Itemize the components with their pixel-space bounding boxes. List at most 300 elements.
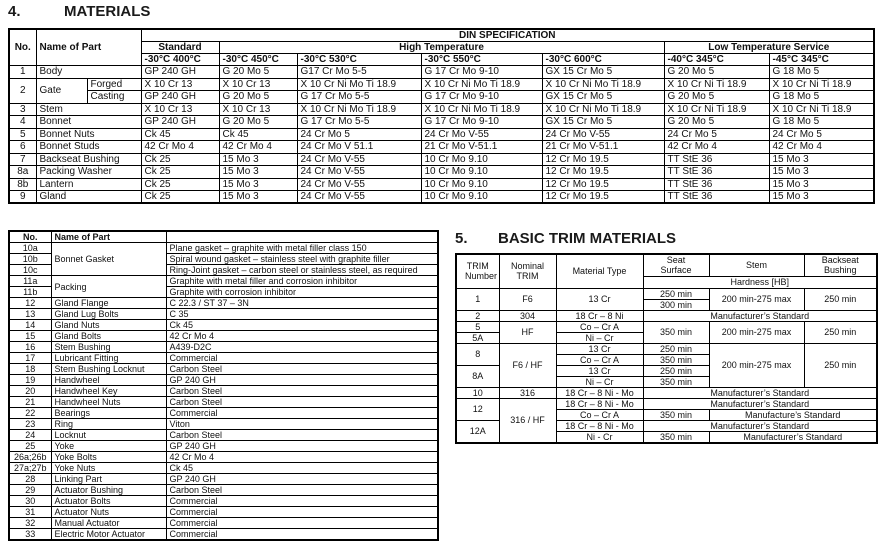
table-row [9, 320, 438, 331]
table-row [9, 507, 438, 518]
part-name-cell: Locknut [51, 430, 166, 441]
table-row [9, 103, 874, 116]
part-name-cell: Handwheel Nuts [51, 397, 166, 408]
table-row [9, 309, 438, 320]
table-row [9, 463, 438, 474]
part-no-cell: 16 [9, 342, 51, 353]
parts-table [8, 230, 439, 541]
material-cell: TT StE 36 [664, 166, 769, 179]
material-cell: 24 Cr Mo V-55 [421, 128, 542, 141]
material-cell: X 10 Cr Ni Mo Ti 18.9 [542, 103, 664, 116]
backseat-hardness-cell: 250 min [804, 343, 877, 387]
table-row [9, 128, 874, 141]
material-cell: 24 Cr Mo 5 [664, 128, 769, 141]
material-cell: G 17 Cr Mo 5-5 [297, 91, 421, 104]
part-no-cell: 17 [9, 353, 51, 364]
part-name-cell: Bonnet Studs [36, 141, 141, 154]
table-row [9, 153, 874, 166]
material-cell: X 10 Cr Ni Mo Ti 18.9 [421, 78, 542, 91]
temp-range-header: -30°C 550°C [421, 54, 542, 66]
material-cell: G 20 Mo 5 [664, 116, 769, 129]
table-row [9, 452, 438, 463]
part-material-cell: 42 Cr Mo 4 [166, 331, 438, 342]
material-cell: 15 Mo 3 [769, 153, 874, 166]
material-cell: X 10 Cr 13 [219, 103, 297, 116]
nominal-trim-cell: 316 / HF [499, 398, 556, 443]
table-row [9, 474, 438, 485]
trim-number-cell: 5A [456, 332, 499, 343]
part-material-cell: 42 Cr Mo 4 [166, 452, 438, 463]
temp-range-header: -30°C 600°C [542, 54, 664, 66]
table-row [9, 66, 874, 79]
table-row [456, 343, 877, 354]
material-cell: 12 Cr Mo 19.5 [542, 178, 664, 191]
part-no-cell: 24 [9, 430, 51, 441]
part-material-cell: Carbon Steel [166, 430, 438, 441]
part-material-cell: GP 240 GH [166, 375, 438, 386]
part-name-cell: Lantern [36, 178, 141, 191]
table-row [456, 321, 877, 332]
trim-number-header: TRIM Number [456, 254, 499, 288]
part-name-cell: Yoke [51, 441, 166, 452]
table-row [9, 178, 874, 191]
material-cell: 42 Cr Mo 4 [769, 141, 874, 154]
part-material-cell: Carbon Steel [166, 386, 438, 397]
part-name-cell: Gland Flange [51, 298, 166, 309]
part-no-cell: 12 [9, 298, 51, 309]
material-cell: X 10 Cr 13 [219, 78, 297, 91]
material-cell: TT StE 36 [664, 178, 769, 191]
name-of-part-column-header: Name of Part [51, 231, 166, 243]
table-row [9, 529, 438, 541]
material-cell: 24 Cr Mo 5 [297, 128, 421, 141]
trim-number-cell: 10 [456, 387, 499, 398]
table-row [9, 191, 874, 204]
table-row [456, 288, 877, 299]
part-no-cell: 9 [9, 191, 36, 204]
part-name-cell: Actuator Bushing [51, 485, 166, 496]
material-cell: GX 15 Cr Mo 5 [542, 91, 664, 104]
seat-hardness-cell: 350 min [643, 321, 709, 343]
part-no-cell: 4 [9, 116, 36, 129]
trim-number-cell: 8 [456, 343, 499, 365]
part-no-cell: 28 [9, 474, 51, 485]
material-cell: X 10 Cr Ni Mo Ti 18.9 [421, 103, 542, 116]
part-material-cell: Ring-Joint gasket – carbon steel or stainless steel, as required [166, 265, 438, 276]
material-type-cell: 18 Cr – 8 Ni - Mo [556, 387, 643, 398]
material-cell: 15 Mo 3 [769, 166, 874, 179]
nominal-trim-header: Nominal TRIM [499, 254, 556, 288]
material-cell: G 17 Cr Mo 9-10 [421, 91, 542, 104]
material-cell: 21 Cr Mo V-51.1 [421, 141, 542, 154]
part-name-cell: Gland Bolts [51, 331, 166, 342]
material-cell: Ck 45 [141, 128, 219, 141]
manufacturers-standard-cell: Manufacturer’s Standard [709, 431, 877, 443]
material-cell: 15 Mo 3 [219, 153, 297, 166]
temp-range-header: -30°C 530°C [297, 54, 421, 66]
material-cell: 42 Cr Mo 4 [219, 141, 297, 154]
nominal-trim-cell: F6 [499, 288, 556, 310]
section5-number: 5. [455, 230, 468, 247]
table-row [456, 398, 877, 409]
material-cell: 15 Mo 3 [219, 191, 297, 204]
material-cell: 21 Cr Mo V-51.1 [542, 141, 664, 154]
part-material-cell: Ck 45 [166, 320, 438, 331]
material-cell: 10 Cr Mo 9.10 [421, 166, 542, 179]
seat-hardness-cell: 250 min [643, 343, 709, 354]
part-no-cell: 18 [9, 364, 51, 375]
stem-header: Stem [709, 254, 804, 276]
material-cell: GP 240 GH [141, 66, 219, 79]
part-name-cell: Backseat Bushing [36, 153, 141, 166]
part-name-cell: Body [36, 66, 141, 79]
table-row [9, 375, 438, 386]
material-cell: G 20 Mo 5 [219, 116, 297, 129]
trim-number-cell: 1 [456, 288, 499, 310]
part-material-cell: Spiral wound gasket – stainless steel with graphite filler [166, 254, 438, 265]
material-cell: 15 Mo 3 [219, 166, 297, 179]
part-no-cell: 30 [9, 496, 51, 507]
part-material-cell: GP 240 GH [166, 474, 438, 485]
material-cell: G 18 Mo 5 [769, 66, 874, 79]
table-row [9, 364, 438, 375]
material-cell: X 10 Cr 13 [141, 103, 219, 116]
material-cell: 15 Mo 3 [769, 178, 874, 191]
table-row [9, 78, 874, 91]
part-material-cell: Carbon Steel [166, 364, 438, 375]
part-no-cell: 7 [9, 153, 36, 166]
nominal-trim-cell: F6 / HF [499, 343, 556, 387]
material-cell: G 20 Mo 5 [219, 91, 297, 104]
part-name-cell: Bonnet Gasket [51, 243, 166, 276]
material-type-cell: 18 Cr – 8 Ni - Mo [556, 420, 643, 431]
material-cell: X 10 Cr Ni Mo Ti 18.9 [297, 103, 421, 116]
part-no-cell: 29 [9, 485, 51, 496]
seat-hardness-cell: 300 min [643, 299, 709, 310]
stem-hardness-cell: 200 min-275 max [709, 321, 804, 343]
material-cell: G 20 Mo 5 [664, 91, 769, 104]
table-row [9, 243, 438, 254]
part-no-cell: 13 [9, 309, 51, 320]
part-material-cell: Commercial [166, 496, 438, 507]
table-row [9, 166, 874, 179]
material-cell: Ck 25 [141, 153, 219, 166]
material-cell: GP 240 GH [141, 116, 219, 129]
table-row [9, 441, 438, 452]
table-row [9, 408, 438, 419]
table-row [9, 298, 438, 309]
section4-title: MATERIALS [64, 3, 151, 20]
part-material-cell: Carbon Steel [166, 397, 438, 408]
part-material-cell: Plane gasket – graphite with metal filler class 150 [166, 243, 438, 254]
material-cell: X 10 Cr Ni Mo Ti 18.9 [297, 78, 421, 91]
material-type-cell: Co – Cr A [556, 321, 643, 332]
table-row [9, 397, 438, 408]
part-material-cell: Graphite with corrosion inhibitor [166, 287, 438, 298]
part-no-cell: 19 [9, 375, 51, 386]
part-no-cell: 31 [9, 507, 51, 518]
part-no-cell: 1 [9, 66, 36, 79]
seat-hardness-cell: 350 min [643, 376, 709, 387]
part-name-cell: Stem Bushing [51, 342, 166, 353]
material-cell: G 20 Mo 5 [219, 66, 297, 79]
table-row [9, 353, 438, 364]
material-cell: 10 Cr Mo 9.10 [421, 153, 542, 166]
trim-number-cell: 12A [456, 420, 499, 443]
materials-table [8, 28, 875, 204]
section5-heading [455, 230, 676, 247]
part-no-cell: 11a [9, 276, 51, 287]
material-type-cell: 18 Cr – 8 Ni - Mo [556, 398, 643, 409]
material-type-header: Material Type [556, 254, 643, 288]
section4-number: 4. [8, 3, 21, 20]
temp-range-header: -45°C 345°C [769, 54, 874, 66]
seat-surface-header: Seat Surface [643, 254, 709, 276]
part-material-cell: Commercial [166, 529, 438, 541]
trim-number-cell: 12 [456, 398, 499, 420]
part-name-cell: Bonnet [36, 116, 141, 129]
material-cell: 24 Cr Mo V-55 [297, 191, 421, 204]
no-column-header: No. [9, 231, 51, 243]
temp-range-header: -40°C 345°C [664, 54, 769, 66]
trim-number-cell: 2 [456, 310, 499, 321]
material-cell: Ck 25 [141, 178, 219, 191]
material-cell: X 10 Cr 13 [141, 78, 219, 91]
part-material-cell: Viton [166, 419, 438, 430]
material-cell: X 10 Cr Ni Ti 18.9 [769, 78, 874, 91]
table-row [9, 386, 438, 397]
table-row [9, 276, 438, 287]
part-no-cell: 8a [9, 166, 36, 179]
table-row [9, 518, 438, 529]
manufacturers-standard-cell: Manufacturer’s Standard [643, 310, 877, 321]
trim-number-cell: 5 [456, 321, 499, 332]
nominal-trim-cell: 304 [499, 310, 556, 321]
material-type-cell: 13 Cr [556, 343, 643, 354]
name-of-part-column-header: Name of Part [36, 29, 141, 66]
low-temperature-group-header: Low Temperature Service [664, 42, 874, 54]
manufacturers-standard-cell: Manufacturer’s Standard [643, 387, 877, 398]
part-material-cell: Commercial [166, 518, 438, 529]
material-type-cell: 13 Cr [556, 288, 643, 310]
material-type-cell: 13 Cr [556, 365, 643, 376]
table-row [9, 331, 438, 342]
table-row [456, 254, 877, 276]
material-type-cell: Ni – Cr [556, 376, 643, 387]
standard-group-header: Standard [141, 42, 219, 54]
din-specification-header: DIN SPECIFICATION [141, 29, 874, 42]
temp-range-header: -30°C 450°C [219, 54, 297, 66]
table-row [456, 387, 877, 398]
material-cell: TT StE 36 [664, 191, 769, 204]
material-cell: TT StE 36 [664, 153, 769, 166]
part-name-cell: Bearings [51, 408, 166, 419]
part-no-cell: 32 [9, 518, 51, 529]
part-no-cell: 11b [9, 287, 51, 298]
part-no-cell: 15 [9, 331, 51, 342]
part-name-cell: Yoke Bolts [51, 452, 166, 463]
part-no-cell: 26a;26b [9, 452, 51, 463]
table-row [9, 116, 874, 129]
material-cell: Ck 25 [141, 191, 219, 204]
backseat-bushing-header: Backseat Bushing [804, 254, 877, 276]
material-cell: 24 Cr Mo V-55 [297, 166, 421, 179]
section4-heading [8, 3, 150, 20]
part-no-cell: 33 [9, 529, 51, 541]
part-name-cell: Handwheel Key [51, 386, 166, 397]
material-cell: G 17 Cr Mo 5-5 [297, 116, 421, 129]
nominal-trim-cell: HF [499, 321, 556, 343]
material-cell: 12 Cr Mo 19.5 [542, 166, 664, 179]
part-no-cell: 23 [9, 419, 51, 430]
part-name-cell: Yoke Nuts [51, 463, 166, 474]
part-no-cell: 10c [9, 265, 51, 276]
part-name-cell: Lubricant Fitting [51, 353, 166, 364]
trim-number-cell: 8A [456, 365, 499, 387]
table-row [9, 496, 438, 507]
part-name-cell: Packing Washer [36, 166, 141, 179]
material-cell: G 17 Cr Mo 9-10 [421, 116, 542, 129]
part-name-cell: Stem Bushing Locknut [51, 364, 166, 375]
table-row [9, 430, 438, 441]
part-name-cell: Gland [36, 191, 141, 204]
material-type-cell: Ni - Cr [556, 431, 643, 443]
part-name-cell: Gland Nuts [51, 320, 166, 331]
nominal-trim-cell: 316 [499, 387, 556, 398]
material-cell: 12 Cr Mo 19.5 [542, 153, 664, 166]
temp-range-header: -30°C 400°C [141, 54, 219, 66]
material-cell: G17 Cr Mo 5-5 [297, 66, 421, 79]
seat-hardness-cell: 350 min [643, 354, 709, 365]
material-cell: 42 Cr Mo 4 [141, 141, 219, 154]
part-name-cell: Gland Lug Bolts [51, 309, 166, 320]
material-cell: 15 Mo 3 [769, 191, 874, 204]
material-cell: 24 Cr Mo V-55 [542, 128, 664, 141]
material-cell: X 10 Cr Ni Mo Ti 18.9 [542, 78, 664, 91]
part-no-cell: 8b [9, 178, 36, 191]
material-cell: 42 Cr Mo 4 [664, 141, 769, 154]
material-type-cell: Ni – Cr [556, 332, 643, 343]
seat-hardness-cell: 250 min [643, 365, 709, 376]
section5-title: BASIC TRIM MATERIALS [498, 230, 677, 247]
part-no-cell: 10a [9, 243, 51, 254]
part-name-cell: Actuator Nuts [51, 507, 166, 518]
part-no-cell: 25 [9, 441, 51, 452]
part-name-cell: Linking Part [51, 474, 166, 485]
part-material-cell: Commercial [166, 507, 438, 518]
part-material-cell: Carbon Steel [166, 485, 438, 496]
stem-hardness-cell: 200 min-275 max [709, 343, 804, 387]
material-type-cell: 18 Cr – 8 Ni [556, 310, 643, 321]
part-name-cell: Manual Actuator [51, 518, 166, 529]
part-material-cell: C 22.3 / ST 37 – 3N [166, 298, 438, 309]
material-cell: 24 Cr Mo V 51.1 [297, 141, 421, 154]
part-material-cell: Commercial [166, 408, 438, 419]
material-type-cell: Co – Cr A [556, 354, 643, 365]
part-material-cell: GP 240 GH [166, 441, 438, 452]
material-cell: G 17 Cr Mo 9-10 [421, 66, 542, 79]
part-material-cell: Graphite with metal filler and corrosion inhibitor [166, 276, 438, 287]
material-cell: 12 Cr Mo 19.5 [542, 191, 664, 204]
manufacturers-standard-cell: Manufacturer’s Standard [643, 398, 877, 409]
table-row [9, 342, 438, 353]
stem-hardness-cell: 200 min-275 max [709, 288, 804, 310]
material-type-cell: Co – Cr A [556, 409, 643, 420]
part-no-cell: 21 [9, 397, 51, 408]
manufacturers-standard-cell: Manufacture’s Standard [709, 409, 877, 420]
seat-hardness-cell: 250 min [643, 288, 709, 299]
part-no-cell: 2 [9, 78, 36, 103]
material-cell: Ck 45 [219, 128, 297, 141]
part-material-cell: Ck 45 [166, 463, 438, 474]
part-no-cell: 10b [9, 254, 51, 265]
table-row [9, 141, 874, 154]
part-no-cell: 6 [9, 141, 36, 154]
material-cell: X 10 Cr Ni Ti 18.9 [664, 78, 769, 91]
part-no-cell: 22 [9, 408, 51, 419]
material-cell: 10 Cr Mo 9.10 [421, 191, 542, 204]
part-name-cell: Actuator Bolts [51, 496, 166, 507]
part-name-cell: Gate [36, 78, 87, 103]
table-row [9, 231, 438, 243]
part-no-cell: 3 [9, 103, 36, 116]
high-temperature-group-header: High Temperature [219, 42, 664, 54]
material-cell: G 20 Mo 5 [664, 66, 769, 79]
part-name-cell: Handwheel [51, 375, 166, 386]
hardness-header: Hardness [HB] [643, 276, 877, 288]
material-cell: 15 Mo 3 [219, 178, 297, 191]
part-name-cell: Bonnet Nuts [36, 128, 141, 141]
material-cell: X 10 Cr Ni Ti 18.9 [664, 103, 769, 116]
part-material-cell: A439-D2C [166, 342, 438, 353]
trim-materials-table [455, 253, 878, 444]
material-cell: GP 240 GH [141, 91, 219, 104]
part-material-cell: Commercial [166, 353, 438, 364]
seat-hardness-cell: 350 min [643, 409, 709, 420]
part-name-cell: Packing [51, 276, 166, 298]
material-column-header [166, 231, 438, 243]
table-row [456, 310, 877, 321]
material-cell: 24 Cr Mo V-55 [297, 178, 421, 191]
material-cell: 24 Cr Mo 5 [769, 128, 874, 141]
material-cell: 24 Cr Mo V-55 [297, 153, 421, 166]
gate-variant-cell: Casting [87, 91, 141, 104]
material-cell: 10 Cr Mo 9.10 [421, 178, 542, 191]
material-cell: GX 15 Cr Mo 5 [542, 66, 664, 79]
table-row [9, 419, 438, 430]
material-cell: GX 15 Cr Mo 5 [542, 116, 664, 129]
manufacturers-standard-cell: Manufacturer’s Standard [643, 420, 877, 431]
table-row [9, 91, 874, 104]
part-name-cell: Stem [36, 103, 141, 116]
backseat-hardness-cell: 250 min [804, 321, 877, 343]
material-cell: G 18 Mo 5 [769, 91, 874, 104]
material-cell: G 18 Mo 5 [769, 116, 874, 129]
no-column-header: No. [9, 29, 36, 66]
table-row [9, 485, 438, 496]
material-cell: X 10 Cr Ni Ti 18.9 [769, 103, 874, 116]
part-no-cell: 20 [9, 386, 51, 397]
gate-variant-cell: Forged [87, 78, 141, 91]
part-name-cell: Electric Motor Actuator [51, 529, 166, 541]
table-row [9, 29, 874, 42]
material-cell: Ck 25 [141, 166, 219, 179]
seat-hardness-cell: 350 min [643, 431, 709, 443]
part-no-cell: 5 [9, 128, 36, 141]
part-no-cell: 27a;27b [9, 463, 51, 474]
part-no-cell: 14 [9, 320, 51, 331]
part-name-cell: Ring [51, 419, 166, 430]
